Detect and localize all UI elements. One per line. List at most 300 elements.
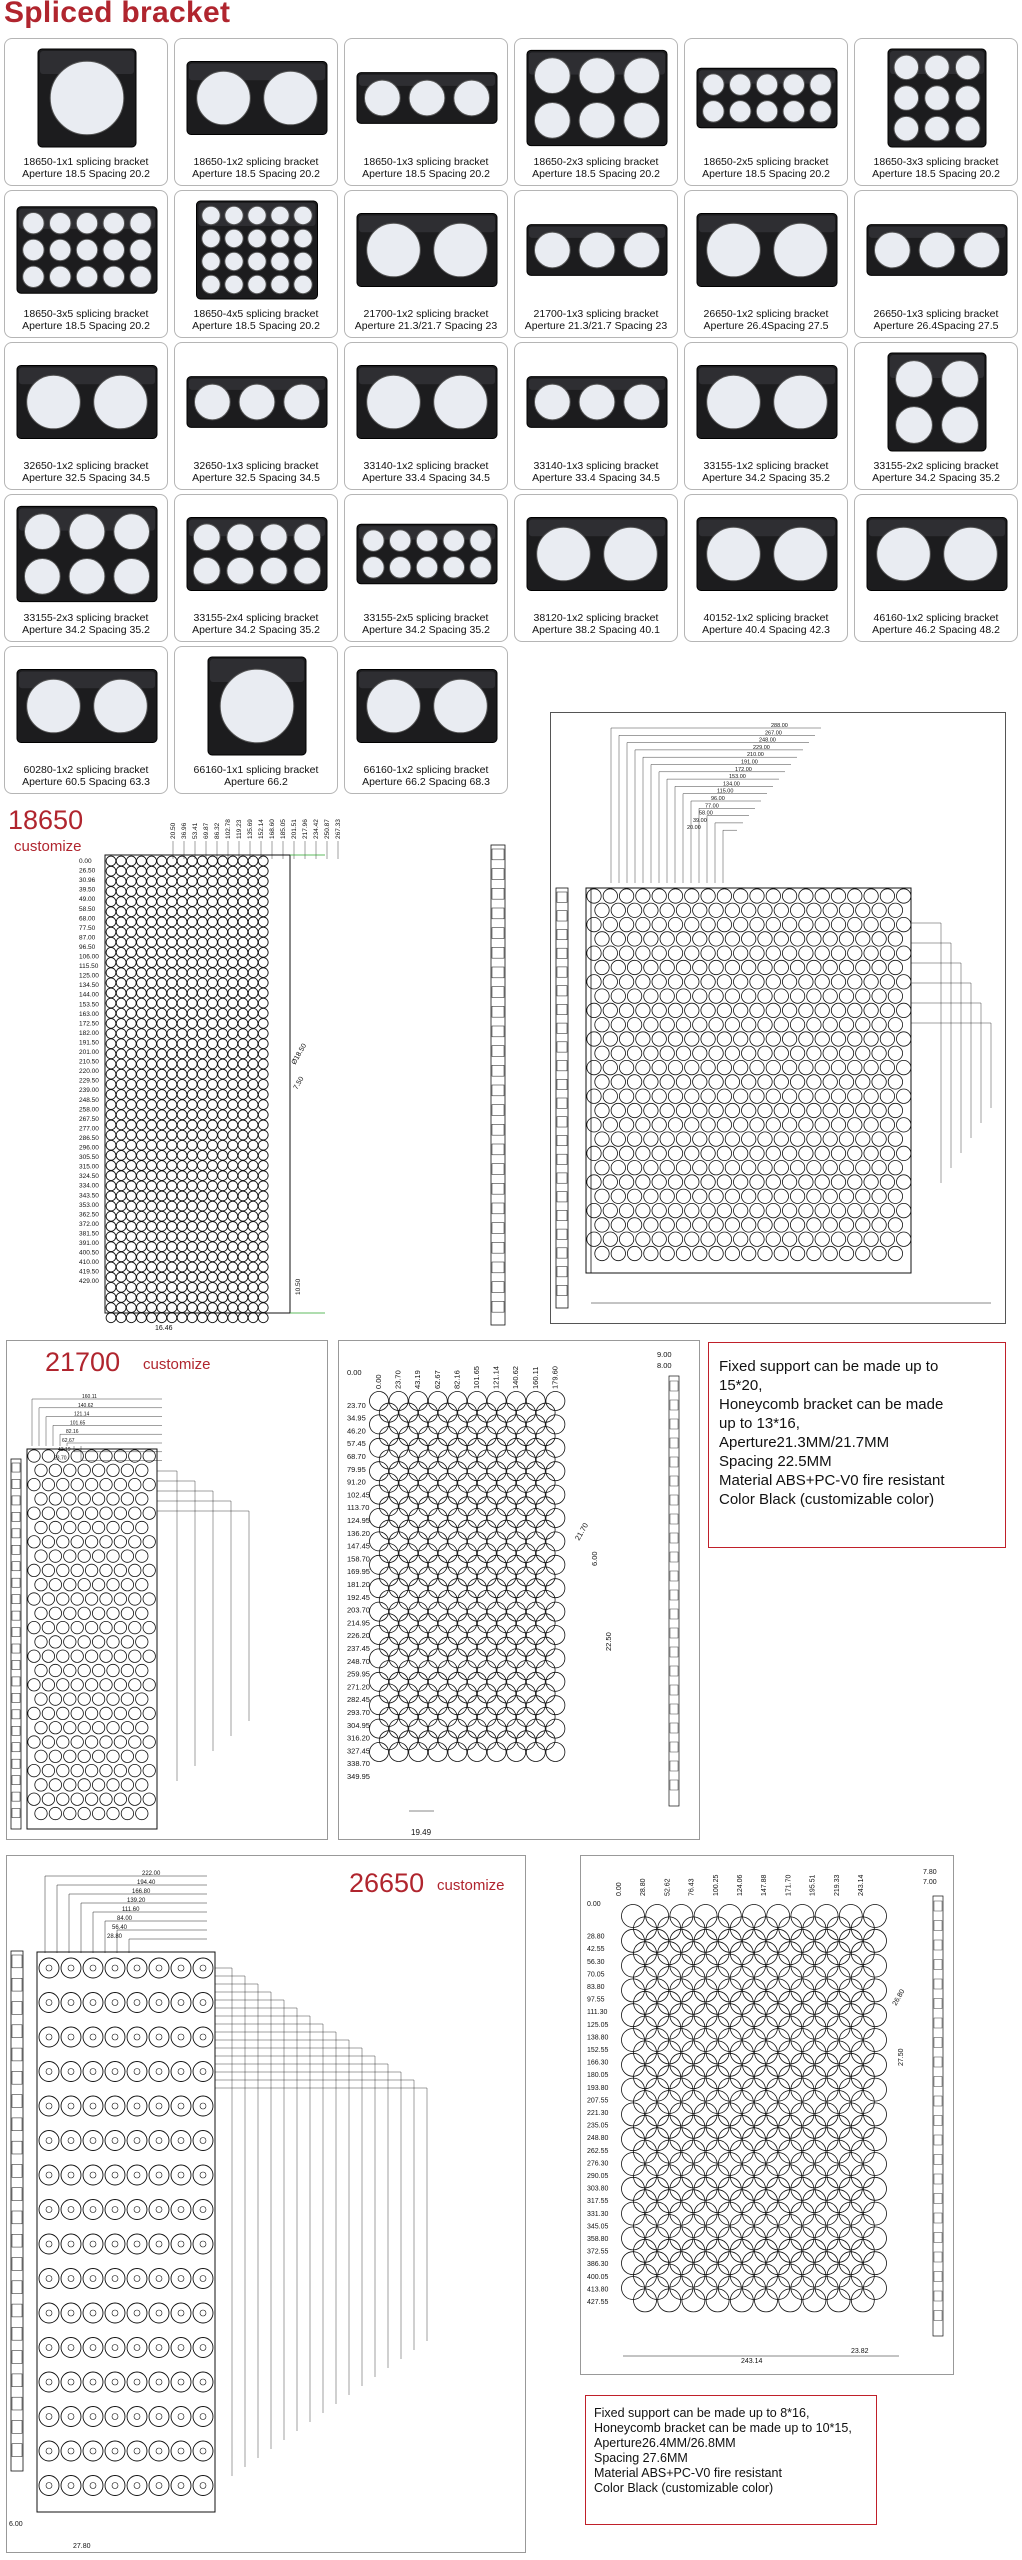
dim-label-left: 169.95 — [347, 1567, 370, 1577]
product-card[interactable] — [684, 38, 848, 186]
dim-c: 22.50 — [604, 1632, 613, 1651]
cell-hole — [487, 1415, 506, 1434]
cell-hole — [823, 1132, 837, 1146]
cell-hole — [755, 2264, 778, 2287]
cell-hole — [864, 2029, 887, 2052]
cell-hole — [85, 1793, 97, 1805]
cell-hole — [755, 1942, 778, 1965]
cell-hole — [208, 968, 218, 978]
side-tab — [12, 2118, 22, 2131]
side-tab — [557, 929, 567, 939]
product-card[interactable] — [4, 494, 168, 642]
cell-hole — [767, 2053, 790, 2076]
product-card[interactable] — [344, 494, 508, 642]
cell-hole — [197, 887, 207, 897]
cell-hole — [228, 1059, 238, 1069]
cell-hole — [468, 1743, 487, 1762]
cell-hole — [92, 1779, 104, 1791]
bracket-hole — [955, 55, 980, 80]
cell-hole — [774, 1075, 788, 1089]
bracket-hole — [604, 527, 658, 581]
cell-hole — [546, 1696, 565, 1715]
cell-hole — [171, 2165, 191, 2185]
cell-hole — [536, 1590, 555, 1609]
cell-hole — [208, 887, 218, 897]
product-card[interactable] — [344, 190, 508, 338]
cell-hole — [658, 2165, 681, 2188]
cell-hole — [652, 946, 666, 960]
cell-hole — [742, 1075, 756, 1089]
cell-hole — [61, 2234, 81, 2254]
cell-hole — [197, 937, 207, 947]
product-card[interactable] — [344, 38, 508, 186]
cell-hole — [856, 1218, 870, 1232]
side-tab — [12, 2281, 22, 2294]
fan-label: 20.00 — [687, 825, 701, 832]
cell-hole — [197, 1313, 207, 1323]
cell-hole — [646, 2252, 669, 2275]
cell-hole — [487, 1626, 506, 1645]
cell-hole — [157, 947, 167, 957]
cell-hole — [218, 1262, 228, 1272]
cell-hole — [157, 1272, 167, 1282]
cell-hole — [823, 1103, 837, 1117]
dim-label-top: 119.23 — [236, 819, 243, 839]
cell-hole — [177, 1090, 187, 1100]
cell-hole — [129, 1736, 141, 1748]
cell-hole — [126, 937, 136, 947]
cell-hole — [149, 2234, 169, 2254]
cell-hole — [766, 1232, 780, 1246]
product-card[interactable] — [684, 190, 848, 338]
dim-label-top: 135.69 — [247, 819, 254, 839]
cell-hole — [807, 903, 821, 917]
cell-hole — [823, 960, 837, 974]
dim-label-left: 191.50 — [79, 1039, 99, 1047]
cell-hole — [106, 1201, 116, 1211]
cell-inner — [200, 2034, 206, 2040]
product-name: 21700-1x2 splicing bracket — [363, 308, 489, 320]
product-card[interactable] — [174, 342, 338, 490]
dim-label-left: 315.00 — [79, 1163, 99, 1171]
cell-hole — [750, 889, 764, 903]
cell-hole — [676, 1246, 690, 1260]
cell-hole — [448, 1485, 467, 1504]
cell-hole — [114, 1793, 126, 1805]
cell-hole — [248, 1293, 258, 1303]
cell-hole — [167, 1150, 177, 1160]
cell-hole — [767, 2252, 790, 2275]
cell-hole — [248, 1029, 258, 1039]
bracket-hole — [23, 212, 44, 233]
cell-hole — [389, 1602, 408, 1621]
product-card[interactable] — [174, 38, 338, 186]
cell-hole — [766, 889, 780, 903]
dim-corner: 10.50 — [295, 1278, 302, 1295]
bracket-hole — [703, 101, 724, 122]
cell-hole — [116, 1008, 126, 1018]
product-card[interactable] — [4, 190, 168, 338]
cell-hole — [106, 866, 116, 876]
cell-hole — [526, 1555, 545, 1574]
dim-label-top: 102.78 — [225, 819, 232, 839]
cell-hole — [750, 1146, 764, 1160]
cell-hole — [477, 1544, 496, 1563]
cell-hole — [595, 1018, 609, 1032]
dim-label-left: 237.45 — [347, 1644, 370, 1653]
fan-label: 134.00 — [723, 781, 740, 788]
cell-hole — [147, 1232, 157, 1242]
cell-hole — [636, 917, 650, 931]
fan-label: 222.00 — [142, 1871, 161, 1877]
cell-hole — [197, 1140, 207, 1150]
cell-hole — [49, 1493, 61, 1505]
cell-hole — [409, 1743, 428, 1762]
cell-hole — [851, 2239, 874, 2262]
cell-hole — [758, 1246, 772, 1260]
side-tab — [492, 1144, 504, 1155]
cell-hole — [116, 968, 126, 978]
cell-hole — [167, 968, 177, 978]
cell-hole — [864, 1203, 878, 1217]
cell-hole — [815, 1905, 838, 1928]
dim-label-left: 111.30 — [587, 2009, 608, 2017]
cell-hole — [157, 856, 167, 866]
product-card[interactable] — [854, 38, 1018, 186]
cell-hole — [619, 917, 633, 931]
product-card[interactable] — [344, 342, 508, 490]
cell-hole — [129, 1536, 141, 1548]
cell-hole — [595, 989, 609, 1003]
product-card[interactable] — [4, 646, 168, 794]
cell-hole — [799, 917, 813, 931]
cell-hole — [71, 1478, 83, 1490]
product-card[interactable] — [514, 190, 678, 338]
bracket-hole — [271, 275, 289, 293]
cell-hole — [218, 927, 228, 937]
cell-hole — [248, 1090, 258, 1100]
cell-hole — [42, 1507, 54, 1519]
cell-hole — [177, 1303, 187, 1313]
cell-hole — [670, 2153, 693, 2176]
cell-hole — [248, 866, 258, 876]
cell-hole — [157, 1222, 167, 1232]
cell-hole — [848, 975, 862, 989]
dim-label-top: 43.19 — [413, 1370, 423, 1389]
bracket-hole — [783, 101, 804, 122]
cell-hole — [676, 1189, 690, 1203]
cell-hole — [546, 1555, 565, 1574]
cell-hole — [774, 1246, 788, 1260]
side-tab — [12, 1512, 20, 1521]
cell-hole — [258, 876, 268, 886]
product-card[interactable] — [514, 38, 678, 186]
cell-hole — [218, 856, 228, 866]
bracket-hole — [69, 558, 105, 594]
cell-hole — [526, 1532, 545, 1551]
cell-hole — [238, 1049, 248, 1059]
cell-hole — [888, 1246, 902, 1260]
dim-label-left: 296.00 — [79, 1144, 99, 1152]
cell-hole — [694, 2029, 717, 2052]
cell-hole — [694, 1905, 717, 1928]
cell-hole — [507, 1485, 526, 1504]
cell-hole — [136, 1664, 148, 1676]
cell-inner — [178, 2379, 184, 2385]
cell-hole — [147, 1049, 157, 1059]
cell-hole — [157, 887, 167, 897]
cell-hole — [872, 1132, 886, 1146]
bracket-image — [693, 501, 841, 607]
cell-hole — [167, 1293, 177, 1303]
bracket-hole — [810, 101, 831, 122]
cell-hole — [228, 1029, 238, 1039]
bracket-hole — [579, 232, 615, 268]
cell-hole — [791, 2004, 814, 2027]
cell-hole — [129, 1650, 141, 1662]
cell-hole — [228, 1272, 238, 1282]
cell-hole — [149, 2269, 169, 2289]
cell-hole — [660, 1246, 674, 1260]
product-card[interactable] — [174, 494, 338, 642]
cell-hole — [734, 889, 748, 903]
cell-hole — [743, 2252, 766, 2275]
product-spec: Aperture 34.2 Spacing 35.2 — [192, 624, 320, 636]
side-tab — [492, 1105, 504, 1116]
cell-hole — [127, 1993, 147, 2013]
bracket-hole — [76, 266, 97, 287]
cell-hole — [100, 1478, 112, 1490]
cell-hole — [725, 1075, 739, 1089]
cell-hole — [872, 1218, 886, 1232]
cell-hole — [370, 1415, 389, 1434]
product-card[interactable] — [174, 190, 338, 338]
side-tab — [557, 1098, 567, 1108]
dim-label-top: 0.00 — [374, 1374, 383, 1389]
cell-hole — [897, 1232, 911, 1246]
cell-hole — [248, 958, 258, 968]
cell-hole — [803, 2215, 826, 2238]
cell-hole — [121, 1807, 133, 1819]
cell-hole — [49, 1607, 61, 1619]
cell-inner — [178, 2103, 184, 2109]
cell-hole — [208, 998, 218, 1008]
cell-hole — [864, 1979, 887, 2002]
fan-label: 153.00 — [729, 774, 746, 781]
cell-hole — [106, 1313, 116, 1323]
cell-hole — [228, 1049, 238, 1059]
dim-label-top: 201.51 — [291, 819, 298, 839]
cell-hole — [107, 1636, 119, 1648]
product-card[interactable] — [514, 342, 678, 490]
fan-label: 248.00 — [759, 737, 776, 744]
product-card[interactable] — [174, 646, 338, 794]
product-card[interactable] — [344, 646, 508, 794]
cell-hole — [187, 1181, 197, 1191]
cell-hole — [137, 1232, 147, 1242]
cell-hole — [428, 1438, 447, 1457]
cell-hole — [370, 1696, 389, 1715]
cell-hole — [171, 2096, 191, 2116]
dim-label-top: 267.33 — [335, 819, 342, 839]
cell-hole — [147, 866, 157, 876]
cell-hole — [660, 989, 674, 1003]
cell-hole — [399, 1473, 418, 1492]
cell-hole — [587, 1175, 601, 1189]
cell-hole — [171, 2131, 191, 2151]
dim-label-left: 115.50 — [79, 963, 99, 971]
cell-hole — [208, 1130, 218, 1140]
cell-hole — [803, 2140, 826, 2163]
cell-hole — [126, 1211, 136, 1221]
cell-hole — [458, 1403, 477, 1422]
cell-hole — [228, 978, 238, 988]
cell-hole — [888, 903, 902, 917]
cell-hole — [730, 2041, 753, 2064]
product-spec: Aperture 21.3/21.7 Spacing 23 — [524, 320, 668, 332]
product-caption — [855, 156, 1017, 180]
cell-hole — [897, 889, 911, 903]
cell-hole — [197, 1232, 207, 1242]
product-card[interactable] — [854, 190, 1018, 338]
product-card[interactable] — [684, 494, 848, 642]
cell-hole — [177, 1222, 187, 1232]
cell-hole — [487, 1696, 506, 1715]
cell-hole — [766, 1089, 780, 1103]
side-tab — [934, 2116, 942, 2126]
cell-hole — [622, 2202, 645, 2225]
cell-hole — [622, 1905, 645, 1928]
cell-hole — [888, 989, 902, 1003]
cell-hole — [57, 1536, 69, 1548]
side-tab — [557, 911, 567, 921]
cell-hole — [116, 1222, 126, 1232]
product-card[interactable] — [854, 342, 1018, 490]
cell-hole — [546, 1626, 565, 1645]
cell-hole — [685, 1032, 699, 1046]
cell-hole — [258, 1252, 268, 1262]
cell-hole — [897, 1203, 911, 1217]
cell-hole — [370, 1532, 389, 1551]
cell-hole — [507, 1649, 526, 1668]
cell-hole — [507, 1743, 526, 1762]
cell-hole — [208, 1059, 218, 1069]
cell-hole — [774, 932, 788, 946]
cell-hole — [807, 932, 821, 946]
cell-hole — [193, 2338, 213, 2358]
product-card[interactable] — [514, 494, 678, 642]
cell-inner — [134, 2000, 140, 2006]
cell-hole — [622, 2128, 645, 2151]
cell-hole — [799, 1175, 813, 1189]
cell-hole — [428, 1626, 447, 1645]
cell-inner — [90, 2207, 96, 2213]
cell-hole — [428, 1509, 447, 1528]
cell-hole — [634, 1942, 657, 1965]
product-card[interactable] — [854, 494, 1018, 642]
cell-hole — [197, 1049, 207, 1059]
cell-hole — [85, 1764, 97, 1776]
cell-hole — [35, 1493, 47, 1505]
cell-hole — [228, 1069, 238, 1079]
cell-hole — [668, 975, 682, 989]
cell-hole — [83, 2096, 103, 2116]
cell-hole — [248, 968, 258, 978]
cell-hole — [258, 1313, 268, 1323]
cell-hole — [238, 1232, 248, 1242]
cell-hole — [694, 2177, 717, 2200]
cell-hole — [468, 1696, 487, 1715]
cell-hole — [258, 1049, 268, 1059]
cell-hole — [507, 1719, 526, 1738]
cell-hole — [64, 1636, 76, 1648]
cell-hole — [126, 1059, 136, 1069]
bracket-hole — [197, 71, 251, 125]
cell-hole — [897, 1175, 911, 1189]
cell-hole — [187, 856, 197, 866]
cell-hole — [644, 1018, 658, 1032]
cell-hole — [717, 1089, 731, 1103]
cell-hole — [61, 2407, 81, 2427]
dim-label-left: 214.95 — [347, 1618, 370, 1628]
side-tab — [557, 1061, 567, 1071]
cell-hole — [258, 1059, 268, 1069]
product-card[interactable] — [684, 342, 848, 490]
dim-label-left: 362.50 — [79, 1211, 99, 1219]
cell-hole — [658, 2264, 681, 2287]
dim-label-left: 42.55 — [587, 1946, 605, 1954]
cell-hole — [701, 1118, 715, 1132]
cell-hole — [129, 1793, 141, 1805]
cell-inner — [134, 1965, 140, 1971]
cell-hole — [218, 897, 228, 907]
cell-hole — [106, 1272, 116, 1282]
cell-hole — [815, 917, 829, 931]
cell-hole — [218, 1303, 228, 1313]
cell-hole — [526, 1696, 545, 1715]
cell-hole — [116, 856, 126, 866]
cell-hole — [742, 1132, 756, 1146]
cell-hole — [389, 1485, 408, 1504]
cell-hole — [827, 1917, 850, 1940]
cell-inner — [112, 2207, 118, 2213]
cell-hole — [187, 988, 197, 998]
cell-hole — [39, 1958, 59, 1978]
cell-inner — [134, 2448, 140, 2454]
dim-label-left: 49.00 — [79, 896, 96, 904]
cell-hole — [28, 1679, 40, 1691]
side-tab — [12, 1463, 20, 1472]
cell-hole — [458, 1473, 477, 1492]
cell-inner — [156, 2448, 162, 2454]
product-card[interactable] — [4, 342, 168, 490]
cell-hole — [791, 2177, 814, 2200]
bracket-hole — [942, 407, 979, 444]
cell-hole — [706, 2165, 729, 2188]
cell-hole — [197, 1150, 207, 1160]
bracket-hole — [220, 669, 294, 743]
cell-hole — [755, 1917, 778, 1940]
cell-hole — [208, 1161, 218, 1171]
cell-hole — [856, 1189, 870, 1203]
cell-hole — [193, 2027, 213, 2047]
cell-hole — [83, 2372, 103, 2392]
cell-hole — [526, 1438, 545, 1457]
bracket-image — [353, 197, 501, 303]
product-card[interactable] — [4, 38, 168, 186]
product-spec: Aperture 66.2 Spacing 68.3 — [362, 776, 490, 788]
fan-label: 172.00 — [735, 766, 752, 773]
